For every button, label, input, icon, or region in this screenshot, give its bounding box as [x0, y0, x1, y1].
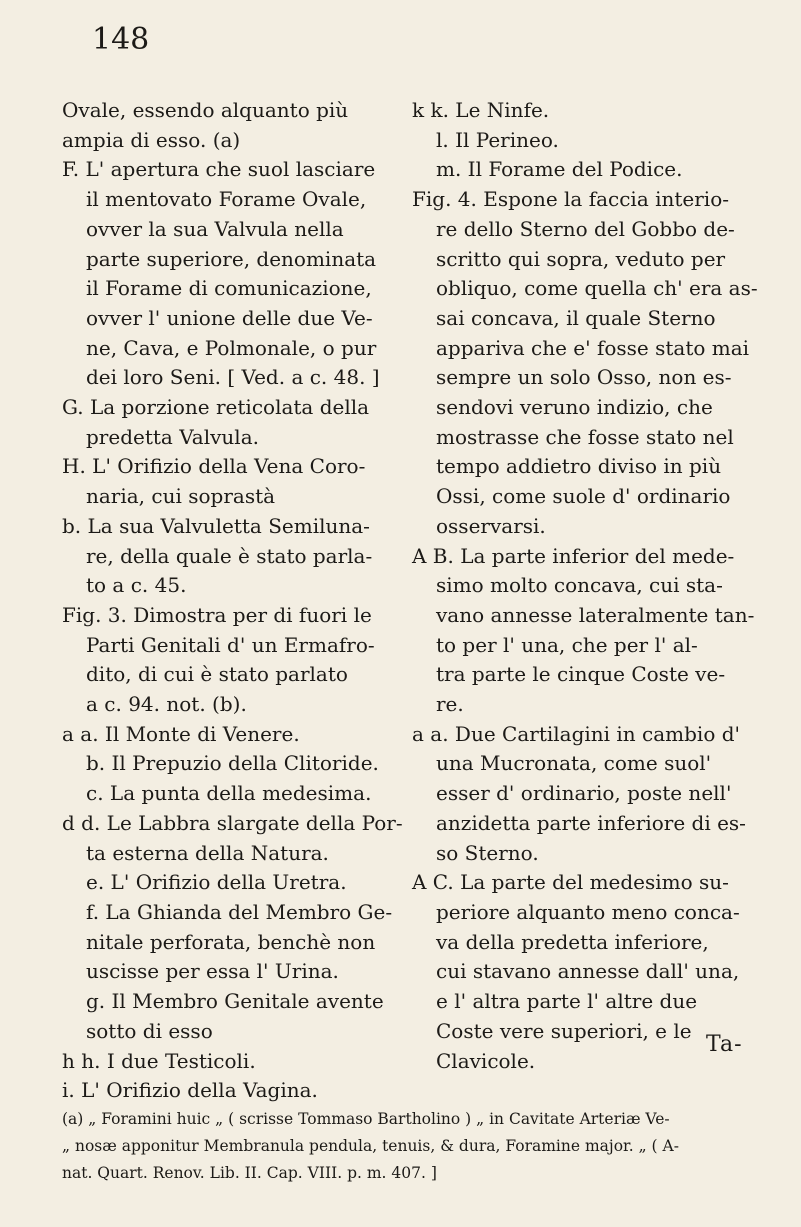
- text-line: re, della quale è stato parla-: [86, 543, 373, 568]
- text-line: tra parte le cinque Coste ve-: [436, 662, 726, 687]
- text-line: a c. 94. not. (b).: [86, 692, 247, 717]
- text-line: mostrasse che fosse stato nel: [436, 424, 734, 449]
- text-line: a a. Due Cartilagini in cambio d': [412, 721, 741, 746]
- text-line: vano annesse lateralmente tan-: [436, 602, 755, 627]
- text-line: ne, Cava, e Polmonale, o pur: [86, 335, 377, 360]
- text-line: k k. Le Ninfe.: [412, 98, 550, 122]
- text-line: to a c. 45.: [86, 573, 187, 598]
- text-line: to per l' una, che per l' al-: [436, 632, 698, 657]
- text-line: e. L' Orifizio della Uretra.: [86, 870, 347, 895]
- text-line: re.: [436, 692, 464, 717]
- text-line: h h. I due Testicoli.: [62, 1048, 256, 1073]
- text-line: osservarsi.: [436, 513, 546, 538]
- text-line: so Sterno.: [436, 840, 539, 865]
- text-line: m. Il Forame del Podice.: [436, 157, 683, 182]
- text-line: dito, di cui è stato parlato: [86, 662, 348, 687]
- text-line: sempre un solo Osso, non es-: [436, 365, 732, 390]
- text-line: d d. Le Labbra slargate della Por-: [62, 810, 403, 835]
- text-line: re dello Sterno del Gobbo de-: [436, 216, 735, 241]
- text-line: simo molto concava, cui sta-: [436, 573, 723, 598]
- text-line: Ovale, essendo alquanto più: [62, 98, 349, 122]
- footnote-line: nat. Quart. Renov. Lib. II. Cap. VIII. p. m. 407. ]: [62, 1164, 437, 1182]
- text-line: e l' altra parte l' altre due: [436, 989, 698, 1014]
- text-line: F. L' apertura che suol lasciare: [62, 157, 376, 182]
- text-line: Ossi, come suole d' ordinario: [436, 484, 731, 509]
- text-line: c. La punta della medesima.: [86, 781, 372, 806]
- text-line: g. Il Membro Genitale avente: [86, 989, 384, 1014]
- text-line: A B. La parte inferior del mede-: [412, 543, 735, 568]
- text-line: cui stavano annesse dall' una,: [436, 959, 740, 984]
- text-line: i. L' Orifizio della Vagina.: [62, 1078, 318, 1103]
- text-line: l. Il Perineo.: [436, 127, 559, 152]
- text-line: va della predetta inferiore,: [436, 929, 709, 954]
- left-column: [62, 96, 403, 1106]
- text-line: uscisse per essa l' Urina.: [86, 959, 339, 984]
- text-line: nitale perforata, benchè non: [86, 929, 376, 954]
- text-line: Coste vere superiori, e le: [436, 1018, 692, 1043]
- text-line: sotto di esso: [86, 1018, 213, 1043]
- text-line: una Mucronata, come suol': [436, 751, 712, 776]
- text-line: dei loro Seni. [ Ved. a c. 48. ]: [86, 365, 380, 390]
- text-line: a a. Il Monte di Venere.: [62, 721, 300, 746]
- text-line: naria, cui soprastà: [86, 484, 276, 509]
- text-line: b. Il Prepuzio della Clitoride.: [86, 751, 379, 776]
- text-line: tempo addietro diviso in più: [436, 454, 722, 479]
- text-line: anzidetta parte inferiore di es-: [436, 810, 746, 835]
- text-line: ta esterna della Natura.: [86, 840, 329, 865]
- text-line: sendovi veruno indizio, che: [436, 395, 713, 420]
- text-line: predetta Valvula.: [86, 424, 259, 449]
- text-line: il mentovato Forame Ovale,: [86, 187, 367, 212]
- text-line: appariva che e' fosse stato mai: [436, 335, 750, 360]
- text-line: Fig. 3. Dimostra per di fuori le: [62, 602, 372, 627]
- text-line: Clavicole.: [436, 1048, 536, 1073]
- text-line: Fig. 4. Espone la faccia interio-: [412, 187, 730, 212]
- text-line: ovver la sua Valvula nella: [86, 216, 344, 241]
- text-line: A C. La parte del medesimo su-: [412, 870, 729, 895]
- text-line: G. La porzione reticolata della: [62, 395, 370, 420]
- footnote: [62, 1106, 762, 1187]
- footnote-line: „ nosæ apponitur Membranula pendula, tenuis, & dura, Foramine major. „ ( A-: [62, 1137, 679, 1155]
- catchword: Ta-: [706, 1032, 743, 1057]
- text-line: sai concava, il quale Sterno: [436, 305, 716, 330]
- text-line: Parti Genitali d' un Ermafro-: [86, 632, 375, 657]
- text-line: ovver l' unione delle due Ve-: [86, 305, 373, 330]
- text-line: H. L' Orifizio della Vena Coro-: [62, 454, 366, 479]
- text-line: scritto qui sopra, veduto per: [436, 246, 726, 271]
- right-column: [412, 96, 758, 1076]
- text-line: obliquo, come quella ch' era as-: [436, 276, 758, 301]
- page-number: 148: [92, 22, 150, 57]
- footnote-line: (a) „ Foramini huic „ ( scrisse Tommaso Bartholino ) „ in Cavitate Arteriæ Ve-: [62, 1110, 670, 1128]
- text-line: b. La sua Valvuletta Semiluna-: [62, 513, 370, 538]
- text-line: f. La Ghianda del Membro Ge-: [86, 899, 393, 924]
- text-line: parte superiore, denominata: [86, 246, 377, 271]
- text-line: periore alquanto meno conca-: [436, 899, 740, 924]
- text-line: il Forame di comunicazione,: [86, 276, 372, 301]
- text-line: esser d' ordinario, poste nell': [436, 781, 732, 806]
- text-line: ampia di esso. (a): [62, 127, 241, 152]
